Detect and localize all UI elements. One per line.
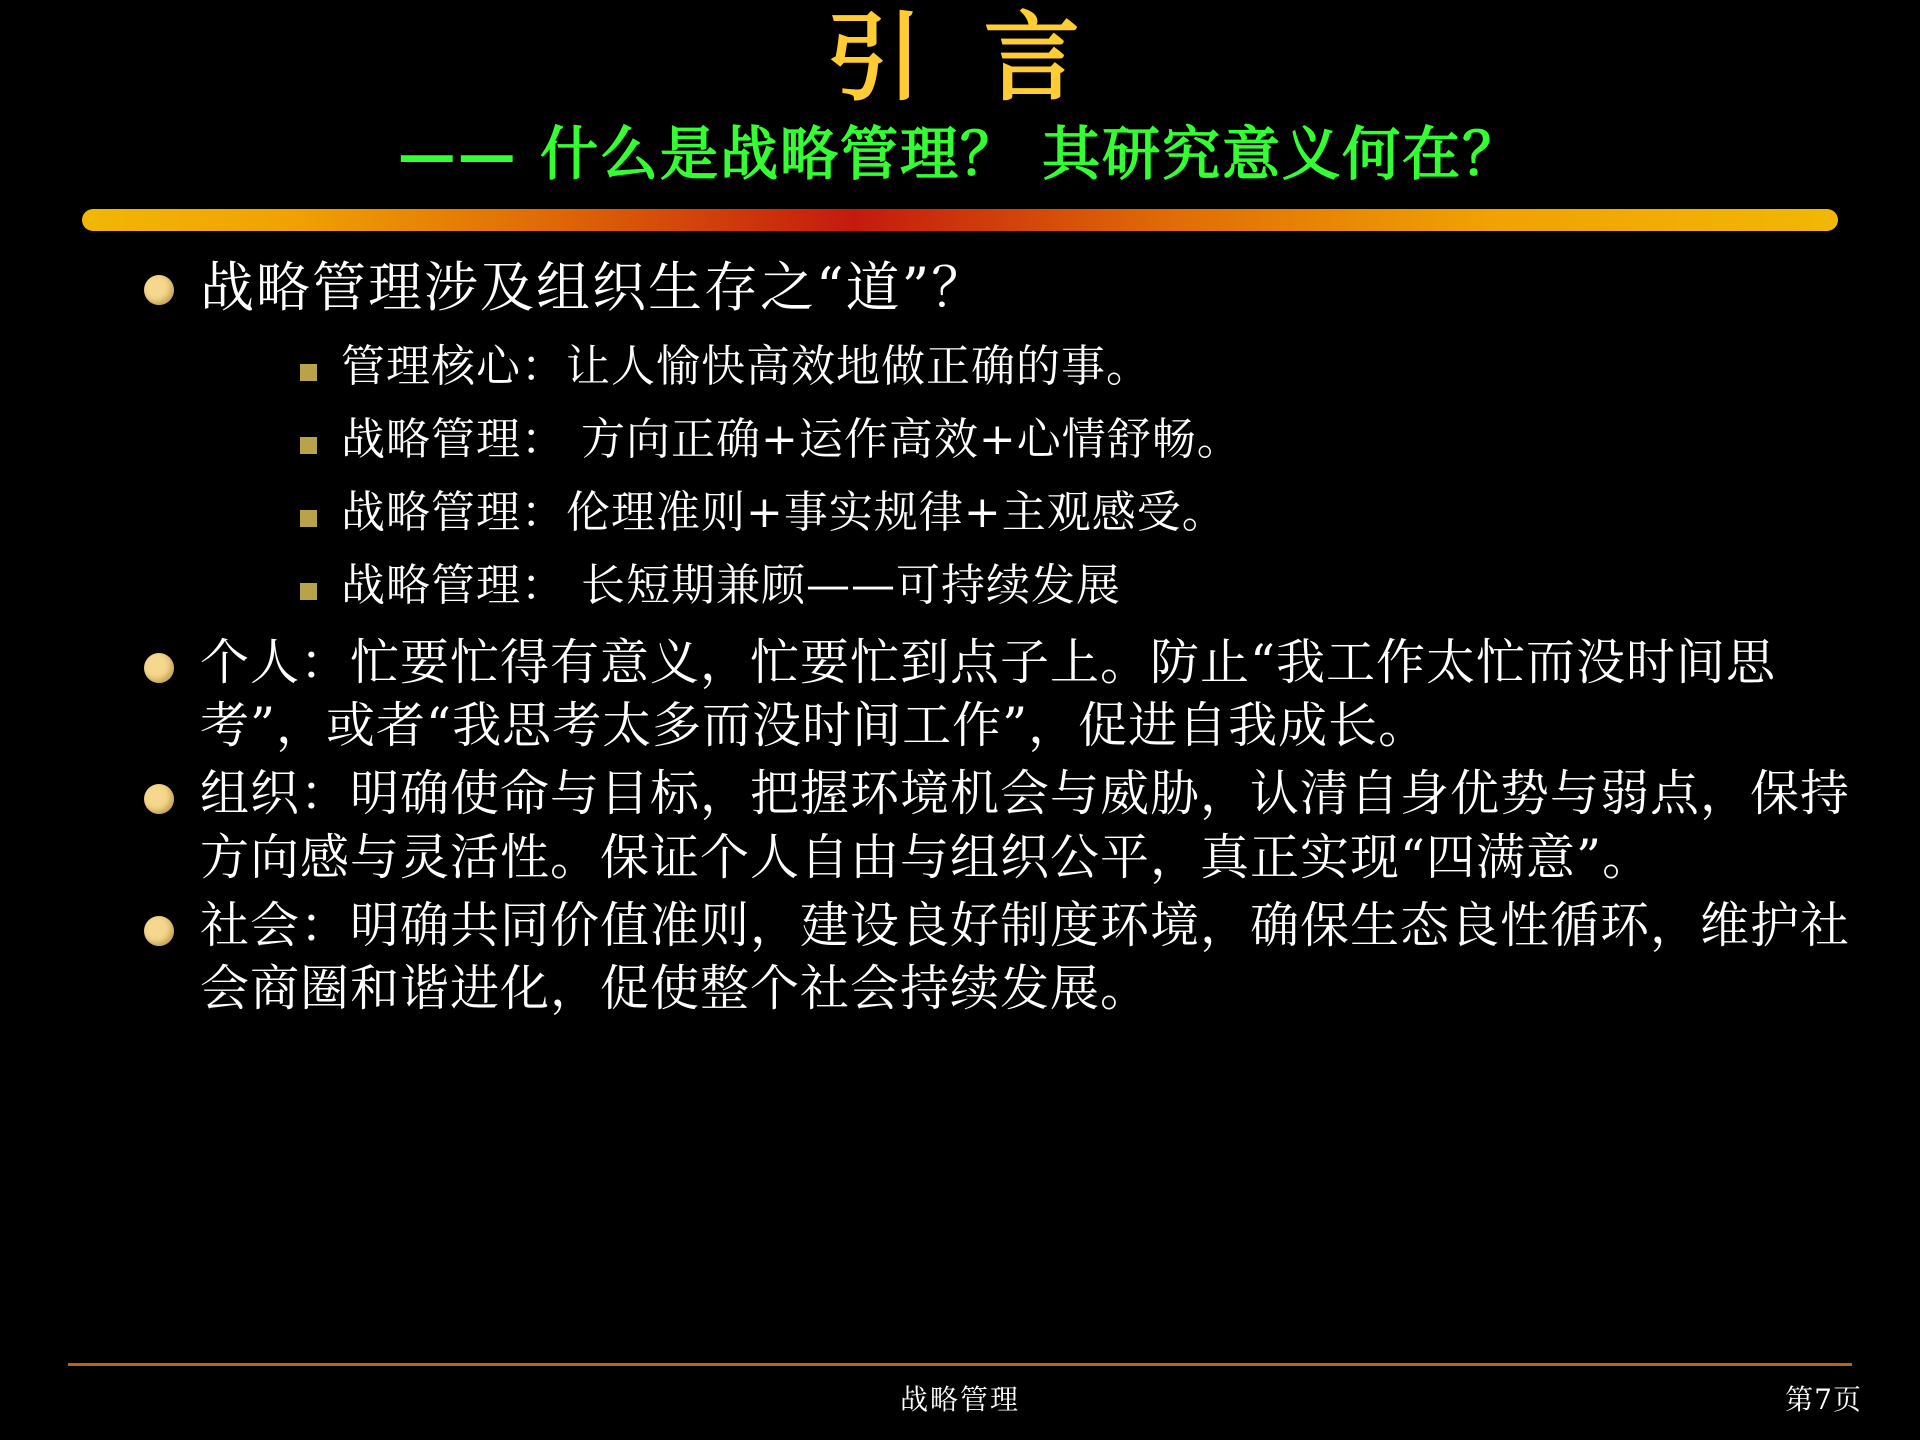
bullet-sublist (56, 339, 1874, 613)
bullet-level2-text: 战略管理：伦理准则+事实规律+主观感受。 (341, 486, 1227, 538)
bullet-level2 (56, 558, 1874, 613)
bullet-level1 (56, 631, 1874, 758)
bullet-level2 (56, 339, 1874, 394)
bullet-level2-text: 战略管理： 长短期兼顾——可持续发展 (341, 559, 1121, 611)
slide-subtitle: —— 什么是战略管理？ 其研究意义何在？ (397, 119, 1523, 188)
gradient-divider (82, 209, 1838, 231)
bullet-level1-text: 社会：明确共同价值准则，建设良好制度环境，确保生态良性循环，维护社会商圈和谐进化，促使整个社会持续发展。 (200, 896, 1851, 1018)
slide-title: 引 言 (826, 1, 1094, 114)
bullet-dot-icon (144, 275, 174, 305)
bullet-level1-text: 个人：忙要忙得有意义，忙要忙到点子上。防止“我工作太忙而没时间思考”，或者“我思考太多而没时间工作”，促进自我成长。 (200, 633, 1777, 755)
bullet-level1-text: 战略管理涉及组织生存之“道”？ (200, 255, 988, 319)
bullet-square-icon (300, 364, 317, 381)
bullet-level1-text: 组织：明确使命与目标，把握环境机会与威胁，认清自身优势与弱点，保持方向感与灵活性。保证个人自由与组织公平，真正实现“四满意”。 (200, 765, 1851, 886)
bullet-level2-text: 管理核心：让人愉快高效地做正确的事。 (341, 340, 1151, 392)
bullet-square-icon (300, 583, 317, 600)
bullet-square-icon (300, 510, 317, 527)
bullet-level2-text: 战略管理： 方向正确+运作高效+心情舒畅。 (341, 413, 1242, 465)
bullet-dot-icon (144, 916, 174, 946)
slide-footer (0, 1370, 1920, 1426)
footer-title: 战略管理 (899, 1383, 1020, 1416)
bullet-square-icon (300, 437, 317, 454)
bullet-dot-icon (144, 784, 174, 814)
bullet-level1 (56, 894, 1874, 1021)
bullet-level1 (56, 762, 1874, 889)
bullet-level2 (56, 412, 1874, 467)
bullet-level1 (56, 253, 1874, 323)
footer-divider (68, 1363, 1852, 1366)
bullet-level2 (56, 485, 1874, 540)
bullet-dot-icon (144, 653, 174, 683)
slide-body (0, 253, 1920, 1021)
page-number: 第7页 (1785, 1383, 1862, 1416)
